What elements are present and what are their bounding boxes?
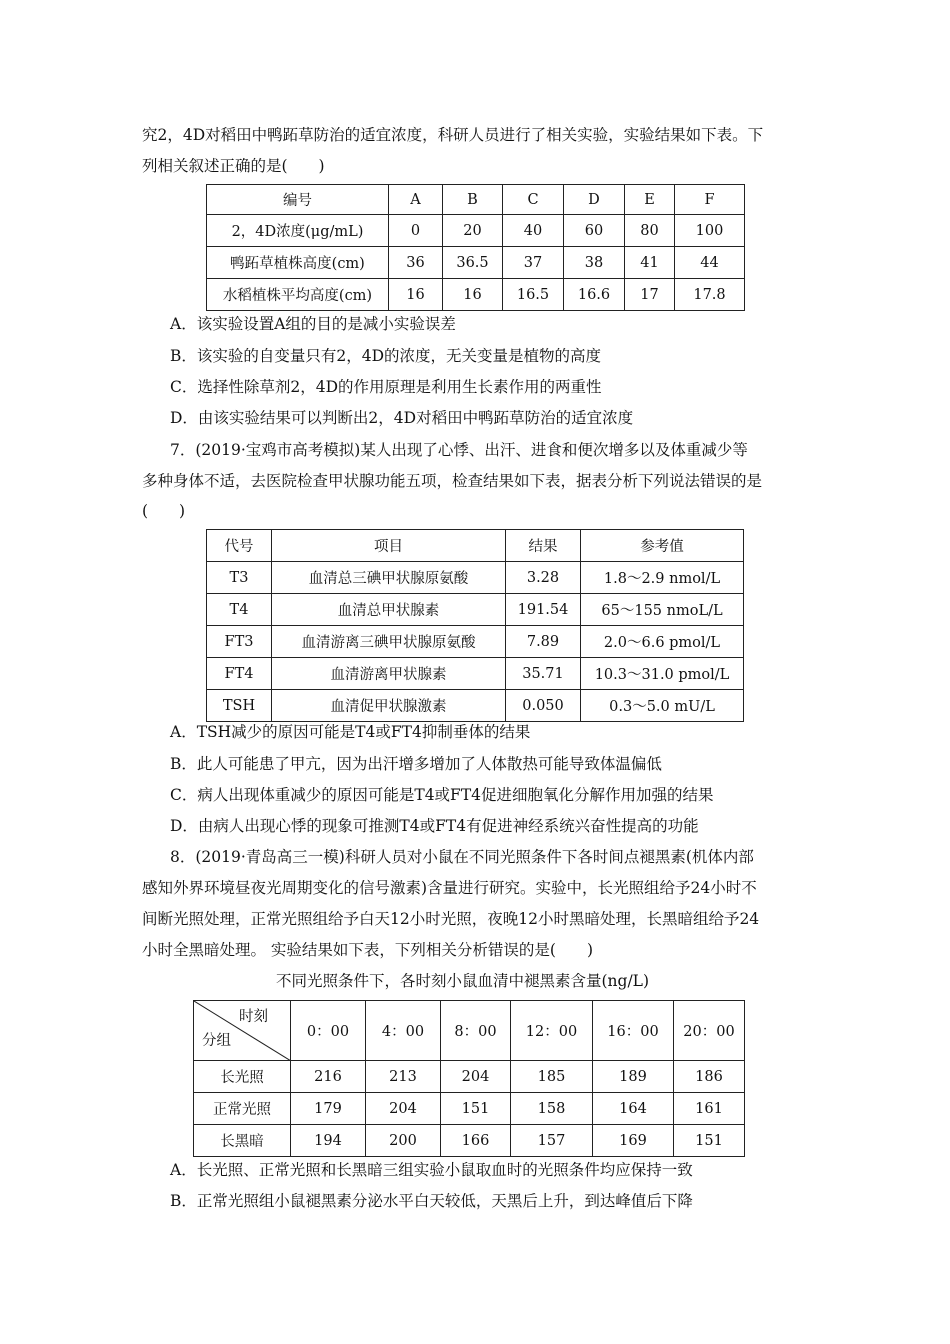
table-header-cell: C xyxy=(503,185,564,215)
table-header-cell: E xyxy=(625,185,675,215)
table-cell: 204 xyxy=(366,1093,441,1125)
table-cell: 17.8 xyxy=(675,279,745,311)
table-header-cell: D xyxy=(564,185,625,215)
q7-option-a: A．TSH减少的原因可能是T4或FT4抑制垂体的结果 xyxy=(170,723,531,741)
table-cell: TSH xyxy=(207,690,272,722)
table-cell: 158 xyxy=(511,1093,593,1125)
q7-stem-line-1: 7．(2019·宝鸡市高考模拟)某人出现了心悸、出汗、进食和便次增多以及体重减少等 xyxy=(170,441,748,459)
table-cell: 10.3～31.0 pmol/L xyxy=(581,658,744,690)
table-cell: 200 xyxy=(366,1125,441,1157)
q8-table-caption: 不同光照条件下，各时刻小鼠血清中褪黑素含量(ng/L) xyxy=(276,972,650,990)
q8-stem-line-4: 小时全黑暗处理。 实验结果如下表，下列相关分析错误的是( ) xyxy=(142,941,594,959)
table-cell: 189 xyxy=(593,1061,674,1093)
table-cell: 水稻植株平均高度(cm) xyxy=(207,279,389,311)
table-cell: 65～155 nmoL/L xyxy=(581,594,744,626)
table-cell: 179 xyxy=(291,1093,366,1125)
table-header-cell: 0：00 xyxy=(291,1001,366,1061)
table-cell: 40 xyxy=(503,215,564,247)
q8-option-b: B．正常光照组小鼠褪黑素分泌水平白天较低，天黑后上升，到达峰值后下降 xyxy=(170,1192,693,1210)
table-header-cell: A xyxy=(389,185,443,215)
table-row xyxy=(207,594,744,626)
table-cell: 血清游离三碘甲状腺原氨酸 xyxy=(272,626,506,658)
table-cell: 151 xyxy=(674,1125,745,1157)
q6-stem-line-2: 列相关叙述正确的是( ) xyxy=(142,157,325,175)
table-cell: 169 xyxy=(593,1125,674,1157)
table-header-cell: 16：00 xyxy=(593,1001,674,1061)
table-row xyxy=(207,562,744,594)
table-row xyxy=(207,215,745,247)
table-header-cell: 12：00 xyxy=(511,1001,593,1061)
table-cell: 2.0～6.6 pmol/L xyxy=(581,626,744,658)
table-cell: FT3 xyxy=(207,626,272,658)
table-header-cell: 20：00 xyxy=(674,1001,745,1061)
table-cell: 1.8～2.9 nmol/L xyxy=(581,562,744,594)
q8-stem-line-2: 感知外界环境昼夜光周期变化的信号激素)含量进行研究。实验中，长光照组给予24小时不 xyxy=(142,879,757,897)
table-corner-cell xyxy=(194,1001,291,1061)
table-cell: 100 xyxy=(675,215,745,247)
q6-stem-line-1: 究2，4D对稻田中鸭跖草防治的适宜浓度，科研人员进行了相关实验，实验结果如下表。下 xyxy=(142,126,764,144)
table-cell: T3 xyxy=(207,562,272,594)
table-header-cell: 项目 xyxy=(272,530,506,562)
table-row xyxy=(207,626,744,658)
table-cell: 16 xyxy=(443,279,503,311)
table-cell: 36 xyxy=(389,247,443,279)
q7-option-b: B．此人可能患了甲亢，因为出汗增多增加了人体散热可能导致体温偏低 xyxy=(170,755,662,773)
q8-table xyxy=(193,1000,745,1157)
table-row xyxy=(194,1061,745,1093)
corner-row-label: 分组 xyxy=(202,1033,231,1049)
table-cell: 16 xyxy=(389,279,443,311)
table-cell: 161 xyxy=(674,1093,745,1125)
table-cell: 204 xyxy=(441,1061,511,1093)
table-cell: T4 xyxy=(207,594,272,626)
table-cell: 0 xyxy=(389,215,443,247)
table-cell: 166 xyxy=(441,1125,511,1157)
table-cell: 血清总三碘甲状腺原氨酸 xyxy=(272,562,506,594)
table-cell: 长黑暗 xyxy=(194,1125,291,1157)
q6-option-a: A．该实验设置A组的目的是减小实验误差 xyxy=(170,315,456,333)
table-cell: 191.54 xyxy=(506,594,581,626)
table-cell: 213 xyxy=(366,1061,441,1093)
table-cell: 216 xyxy=(291,1061,366,1093)
table-cell: 0.3～5.0 mU/L xyxy=(581,690,744,722)
table-header-cell: 编号 xyxy=(207,185,389,215)
table-header-cell: F xyxy=(675,185,745,215)
table-header-cell: 8：00 xyxy=(441,1001,511,1061)
table-cell: 长光照 xyxy=(194,1061,291,1093)
table-cell: 60 xyxy=(564,215,625,247)
table-cell: 151 xyxy=(441,1093,511,1125)
table-row xyxy=(207,185,745,215)
table-cell: 185 xyxy=(511,1061,593,1093)
table-cell: 血清总甲状腺素 xyxy=(272,594,506,626)
table-cell: 164 xyxy=(593,1093,674,1125)
table-cell: 36.5 xyxy=(443,247,503,279)
q7-table xyxy=(206,529,744,722)
q7-option-d: D．由病人出现心悸的现象可推测T4或FT4有促进神经系统兴奋性提高的功能 xyxy=(170,817,699,835)
table-header-cell: 参考值 xyxy=(581,530,744,562)
q8-option-a: A．长光照、正常光照和长黑暗三组实验小鼠取血时的光照条件均应保持一致 xyxy=(170,1161,693,1179)
table-cell: 2，4D浓度(μg/mL) xyxy=(207,215,389,247)
table-cell: 44 xyxy=(675,247,745,279)
table-cell: 正常光照 xyxy=(194,1093,291,1125)
table-header-cell: 4：00 xyxy=(366,1001,441,1061)
table-cell: 194 xyxy=(291,1125,366,1157)
q7-stem-line-3: ( ) xyxy=(142,502,186,520)
table-row xyxy=(207,658,744,690)
q7-option-c: C．病人出现体重减少的原因可能是T4或FT4促进细胞氧化分解作用加强的结果 xyxy=(170,786,714,804)
table-cell: FT4 xyxy=(207,658,272,690)
table-header-cell: B xyxy=(443,185,503,215)
table-row xyxy=(194,1093,745,1125)
q6-option-c: C．选择性除草剂2，4D的作用原理是利用生长素作用的两重性 xyxy=(170,378,602,396)
corner-column-label: 时刻 xyxy=(239,1009,268,1025)
q6-option-d: D．由该实验结果可以判断出2，4D对稻田中鸭跖草防治的适宜浓度 xyxy=(170,409,634,427)
q8-stem-line-3: 间断光照处理，正常光照组给予白天12小时光照，夜晚12小时黑暗处理，长黑暗组给予24 xyxy=(142,910,760,928)
table-cell: 20 xyxy=(443,215,503,247)
table-row xyxy=(207,247,745,279)
table-row xyxy=(207,530,744,562)
table-cell: 鸭跖草植株高度(cm) xyxy=(207,247,389,279)
table-cell: 41 xyxy=(625,247,675,279)
table-row xyxy=(207,279,745,311)
table-header-cell: 结果 xyxy=(506,530,581,562)
q8-stem-line-1: 8．(2019·青岛高三一模)科研人员对小鼠在不同光照条件下各时间点褪黑素(机体内部 xyxy=(170,848,754,866)
q6-table xyxy=(206,184,745,311)
table-cell: 16.6 xyxy=(564,279,625,311)
table-cell: 16.5 xyxy=(503,279,564,311)
table-row xyxy=(207,690,744,722)
table-cell: 血清促甲状腺激素 xyxy=(272,690,506,722)
table-cell: 3.28 xyxy=(506,562,581,594)
table-cell: 血清游离甲状腺素 xyxy=(272,658,506,690)
table-cell: 157 xyxy=(511,1125,593,1157)
table-cell: 38 xyxy=(564,247,625,279)
table-cell: 35.71 xyxy=(506,658,581,690)
table-cell: 17 xyxy=(625,279,675,311)
q7-stem-line-2: 多种身体不适，去医院检查甲状腺功能五项，检查结果如下表，据表分析下列说法错误的是 xyxy=(142,472,763,490)
table-row xyxy=(194,1001,745,1061)
table-row xyxy=(194,1125,745,1157)
table-cell: 186 xyxy=(674,1061,745,1093)
table-header-cell: 代号 xyxy=(207,530,272,562)
table-cell: 7.89 xyxy=(506,626,581,658)
table-cell: 80 xyxy=(625,215,675,247)
q6-option-b: B．该实验的自变量只有2，4D的浓度，无关变量是植物的高度 xyxy=(170,347,602,365)
table-cell: 37 xyxy=(503,247,564,279)
table-cell: 0.050 xyxy=(506,690,581,722)
